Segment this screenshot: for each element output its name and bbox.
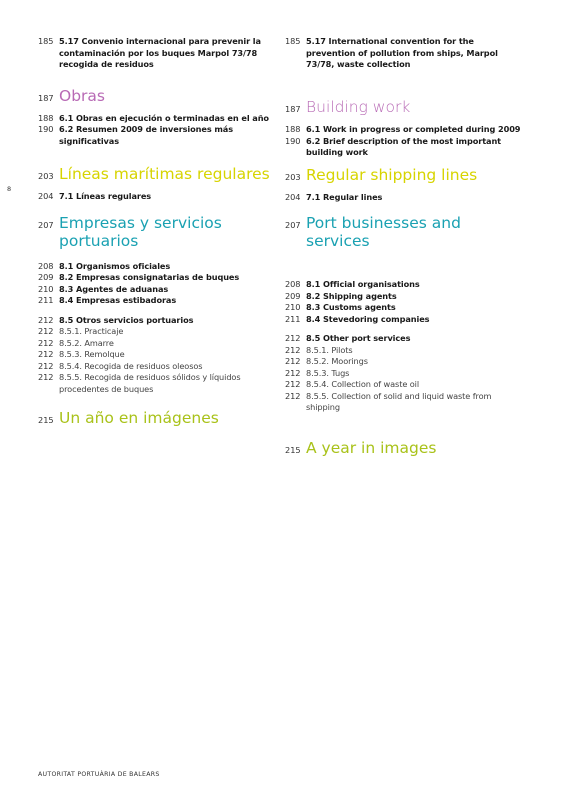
toc-subentry[interactable]: [285, 345, 525, 357]
toc-entry[interactable]: [38, 124, 278, 147]
entry-page: 188: [285, 124, 301, 134]
toc-entry[interactable]: [285, 314, 525, 326]
entry-title: 8.5.1. Pilots: [306, 344, 353, 355]
toc-entry[interactable]: [285, 192, 525, 204]
entry-title: 8.5 Otros servicios portuarios: [59, 314, 194, 325]
entry-title: 8.5.3. Remolque: [59, 349, 125, 359]
section-page: 207: [38, 219, 54, 230]
toc-entry[interactable]: [285, 302, 525, 314]
section-title: Obras: [59, 86, 105, 105]
entry-title: 8.3 Customs agents: [306, 302, 396, 312]
entry-page: 210: [38, 283, 54, 294]
entry-page: 190: [38, 124, 54, 134]
entry-title: 8.2 Empresas consignatarias de buques: [59, 272, 240, 282]
section-title: Líneas marítimas regulares: [59, 165, 270, 183]
section-page: 207: [285, 220, 301, 230]
entry-page: 211: [285, 313, 301, 324]
entry-title: 7.1 Líneas regulares: [59, 191, 152, 201]
entry-page: 188: [38, 112, 54, 123]
entry-title: 5.17 International convention for the prevention of pollution from ships, Marpol 73/78, waste collection: [306, 36, 498, 69]
entry-page: 212: [38, 372, 54, 382]
entry-title: 8.4 Empresas estibadoras: [59, 295, 177, 305]
entry-page: 212: [285, 390, 301, 401]
entry-title: 8.2 Shipping agents: [306, 290, 397, 301]
entry-page: 212: [38, 360, 54, 371]
entry-title: 8.3 Agentes de aduanas: [59, 283, 169, 294]
section-title: Un año en imágenes: [59, 409, 219, 427]
toc-entry[interactable]: [38, 315, 278, 327]
entry-page: 210: [285, 302, 301, 312]
entry-title: 8.5.5. Collection of solid and liquid waste from shipping: [306, 390, 492, 412]
toc-subentry[interactable]: [38, 338, 278, 350]
entry-title: 8.4 Stevedoring companies: [306, 313, 430, 324]
entry-page: 211: [38, 295, 54, 305]
entry-page: 204: [38, 191, 54, 201]
section-page: 203: [285, 171, 301, 182]
entry-title: 8.5.5. Recogida de residuos sólidos y líquidos procedentes de buques: [59, 372, 241, 394]
entry-title: 6.2 Resumen 2009 de inversiones más significativas: [59, 124, 233, 146]
page-number: 8: [7, 185, 12, 193]
toc-subentry[interactable]: [285, 368, 525, 380]
entry-title: 7.1 Regular lines: [306, 191, 383, 202]
entry-page: 212: [285, 367, 301, 378]
entry-page: 209: [285, 290, 301, 301]
section-page: 215: [285, 444, 301, 455]
entry-page: 204: [285, 191, 301, 202]
entry-title: 8.5.4. Recogida de residuos oleosos: [59, 360, 203, 371]
entry-title: 8.5.1. Practicaje: [59, 326, 124, 336]
entry-title: 8.5.3. Tugs: [306, 367, 350, 378]
toc-subentry[interactable]: [38, 326, 278, 338]
entry-page: 190: [285, 135, 301, 146]
entry-page: 185: [38, 36, 54, 46]
section-page: 187: [285, 104, 301, 114]
entry-page: 209: [38, 272, 54, 282]
entry-page: 185: [285, 36, 301, 46]
entry-title: 8.5 Other port services: [306, 333, 411, 343]
entry-title: 8.1 Official organisations: [306, 279, 420, 289]
section-title: Building work: [306, 98, 411, 116]
section-title: Regular shipping lines: [306, 165, 478, 184]
toc-entry[interactable]: [38, 191, 278, 203]
toc-entry[interactable]: [285, 279, 525, 291]
entry-page: 212: [38, 337, 54, 348]
section-heading-empresas[interactable]: [38, 214, 278, 250]
section-title: Port businesses and services: [306, 214, 461, 250]
entry-page: 212: [285, 379, 301, 389]
section-page: 187: [38, 92, 54, 103]
entry-page: 212: [285, 356, 301, 366]
toc-subentry[interactable]: [285, 391, 525, 414]
toc-subentry[interactable]: [38, 372, 278, 395]
entry-page: 212: [285, 333, 301, 343]
section-heading-shipping[interactable]: [285, 166, 525, 184]
toc-entry[interactable]: [38, 113, 278, 125]
toc-entry[interactable]: [38, 284, 278, 296]
toc-entry[interactable]: [38, 295, 278, 307]
entry-page: 212: [38, 314, 54, 325]
section-title: A year in images: [306, 438, 437, 457]
section-heading-obras[interactable]: [38, 87, 278, 105]
toc-entry[interactable]: [38, 36, 278, 71]
section-page: 215: [38, 415, 54, 425]
entry-page: 208: [285, 279, 301, 289]
entry-title: 8.1 Organismos oficiales: [59, 260, 171, 271]
toc-subentry[interactable]: [285, 379, 525, 391]
entry-page: 212: [285, 344, 301, 355]
entry-title: 5.17 Convenio internacional para prevenir la contaminación por los buques Marpol 73/78 recogida de residuos: [59, 36, 261, 69]
entry-title: 8.5.2. Amarre: [59, 337, 114, 348]
section-heading-lineas[interactable]: [38, 165, 278, 183]
toc-entry[interactable]: [285, 36, 525, 71]
entry-title: 6.1 Work in progress or completed during 2009: [306, 124, 521, 134]
entry-page: 208: [38, 260, 54, 271]
entry-title: 6.1 Obras en ejecución o terminadas en el año: [59, 112, 269, 123]
section-title: Empresas y servicios portuarios: [59, 213, 222, 250]
toc-entry[interactable]: [38, 261, 278, 273]
entry-page: 212: [38, 326, 54, 336]
toc-column-english: [285, 36, 525, 465]
toc-entry[interactable]: [285, 291, 525, 303]
toc-subentry[interactable]: [38, 349, 278, 361]
section-heading-building[interactable]: [285, 98, 525, 116]
toc-subentry[interactable]: [38, 361, 278, 373]
toc-column-spanish: [38, 36, 278, 435]
section-page: 203: [38, 171, 54, 181]
entry-title: 8.5.2. Moorings: [306, 356, 368, 366]
toc-entry[interactable]: [285, 136, 525, 159]
section-heading-anio[interactable]: [38, 409, 278, 427]
footer-publisher: AUTORITAT PORTUÀRIA DE BALEARS: [38, 771, 160, 778]
entry-title: 6.2 Brief description of the most important building work: [306, 135, 501, 157]
toc-entry[interactable]: [38, 272, 278, 284]
toc-subentry[interactable]: [285, 356, 525, 368]
section-heading-port-businesses[interactable]: [285, 214, 525, 250]
toc-entry[interactable]: [285, 333, 525, 345]
toc-entry[interactable]: [285, 124, 525, 136]
entry-page: 212: [38, 349, 54, 359]
entry-title: 8.5.4. Collection of waste oil: [306, 379, 420, 389]
section-heading-year-images[interactable]: [285, 439, 525, 457]
